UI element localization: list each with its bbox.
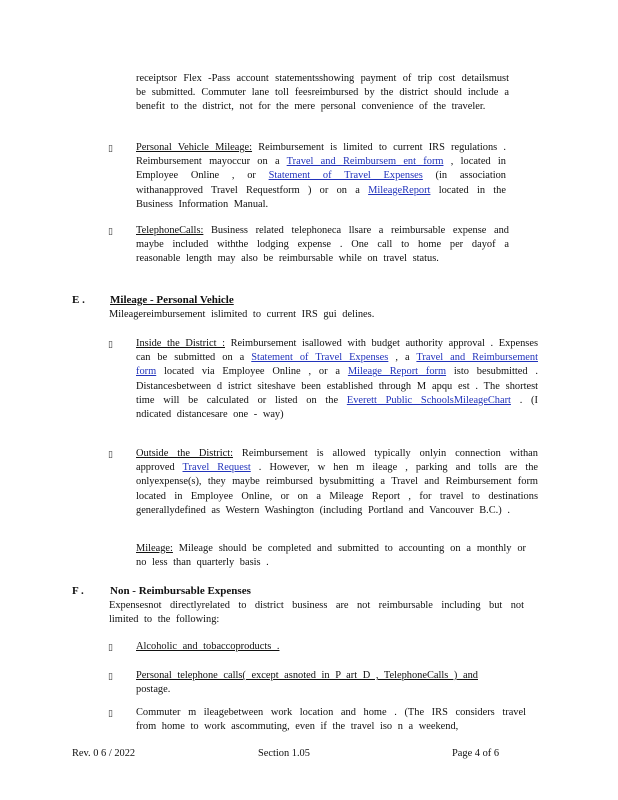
travel-reimbursement-form-link[interactable]: Travel and Reimbursement form <box>136 352 538 378</box>
mileage-chart-link[interactable]: Everett Public SchoolsMileageChart <box>346 394 511 406</box>
statement-travel-expenses-link[interactable]: Statement of Travel Expenses <box>251 352 389 364</box>
footer-section: Section 1.05 <box>258 748 310 759</box>
bullet-icon: ▯ <box>108 339 113 349</box>
travel-request-link[interactable]: Travel Request <box>182 462 251 474</box>
section-e-heading <box>72 294 312 309</box>
section-e-letter: E . <box>72 294 85 306</box>
mileage-note-paragraph: Mileage: Mileage should be completed and submitted to accounting on a monthly or no less than quarterly basis . <box>136 543 526 569</box>
telephone-paragraph: TelephoneCalls: Business related telephoneca llsare a reimbursable expense and maybe included withthe lodging expense . One call to home per dayof a reasonable length may also be reimbursable while on travel status. <box>136 225 509 265</box>
inside-district-paragraph: Inside the District : Reimbursement isallowed with budget authority approval . Expenses can be submitted on a Statement of Travel Expenses , a Travel and Reimbursement form located via Employee Online , or a Mileage Report form isto besubmitted . Distancesbetween d istrict siteshave been established through M apqu est . The shortest time will be calculated or listed on the Everett Public SchoolsMileageChart . (I ndicated distancesare one - way) <box>136 338 539 421</box>
bullet-icon: ▯ <box>108 143 113 153</box>
statement-travel-expenses-link[interactable]: Statement of Travel Expenses <box>268 170 423 182</box>
section-f-title: Non - Reimbursable Expenses <box>110 585 251 597</box>
list-item: Alcoholic and tobaccoproducts . <box>136 641 280 652</box>
list-item: Commuter m ileagebetween work location and home . (The IRS considers travel from home to work ascommuting, even if the travel iso n a weekend, <box>136 707 526 733</box>
footer-revision: Rev. 0 6 / 2022 <box>72 748 136 759</box>
personal-vehicle-paragraph: Personal Vehicle Mileage: Reimbursement is limited to current IRS regulations . Reimbursement mayoccur on a Travel and Reimbursem ent form , located in Employee Online , or Statement of Travel Expenses (in association withanapproved Travel Requestform ) or on a MileageReport located in the Business Information Manual. <box>136 142 506 210</box>
section-f-heading <box>72 585 332 600</box>
bullet-icon: ▯ <box>108 449 113 459</box>
outside-district-paragraph: Outside the District: Reimbursement is allowed typically onlyin connection withan approved Travel Request . However, w hen m ileage , parking and tolls are the onlyexpense(s), they maybe reimbursed bysubmitting a Travel and Reimbursement form located in Employee Online, or on a Mileage Report , for travel to destinations generallydefined as Western Washington (including Portland and Vancouver B.C.) . <box>136 448 539 516</box>
mileage-report-link[interactable]: MileageReport <box>368 184 431 196</box>
travel-reimbursement-form-link[interactable]: Travel and Reimbursem ent form <box>286 156 444 168</box>
personal-vehicle-label: Personal Vehicle Mileage: <box>136 142 253 153</box>
section-f-letter: F . <box>72 585 84 597</box>
mileage-report-form-link[interactable]: Mileage Report form <box>347 366 447 378</box>
outside-district-label: Outside the District: <box>136 448 233 459</box>
telephone-label: TelephoneCalls: <box>136 225 204 236</box>
bullet-icon: ▯ <box>108 642 113 652</box>
bullet-icon: ▯ <box>108 708 113 718</box>
inside-district-label: Inside the District : <box>136 338 225 349</box>
bullet-icon: ▯ <box>108 226 113 236</box>
intro-paragraph: receiptsor Flex -Pass account statementsshowing payment of trip cost detailsmust be submitted. Commuter lane toll feesreimbursed by the district should include a benefit to the district, not for the mere personal convenience of the traveler. <box>136 73 509 113</box>
section-e-intro: Mileagereimbursement islimited to current IRS gui delines. <box>109 309 375 320</box>
section-e-title: Mileage - Personal Vehicle <box>110 294 234 306</box>
bullet-icon: ▯ <box>108 671 113 681</box>
footer-page-number: Page 4 of 6 <box>452 748 500 759</box>
list-item: Personal telephone calls( except asnoted in P art D , TelephoneCalls ) and postage. <box>136 670 478 696</box>
section-f-intro: Expensesnot directlyrelated to district business are not reimbursable including but not limited to the following: <box>109 600 524 626</box>
mileage-note-label: Mileage: <box>136 543 173 554</box>
